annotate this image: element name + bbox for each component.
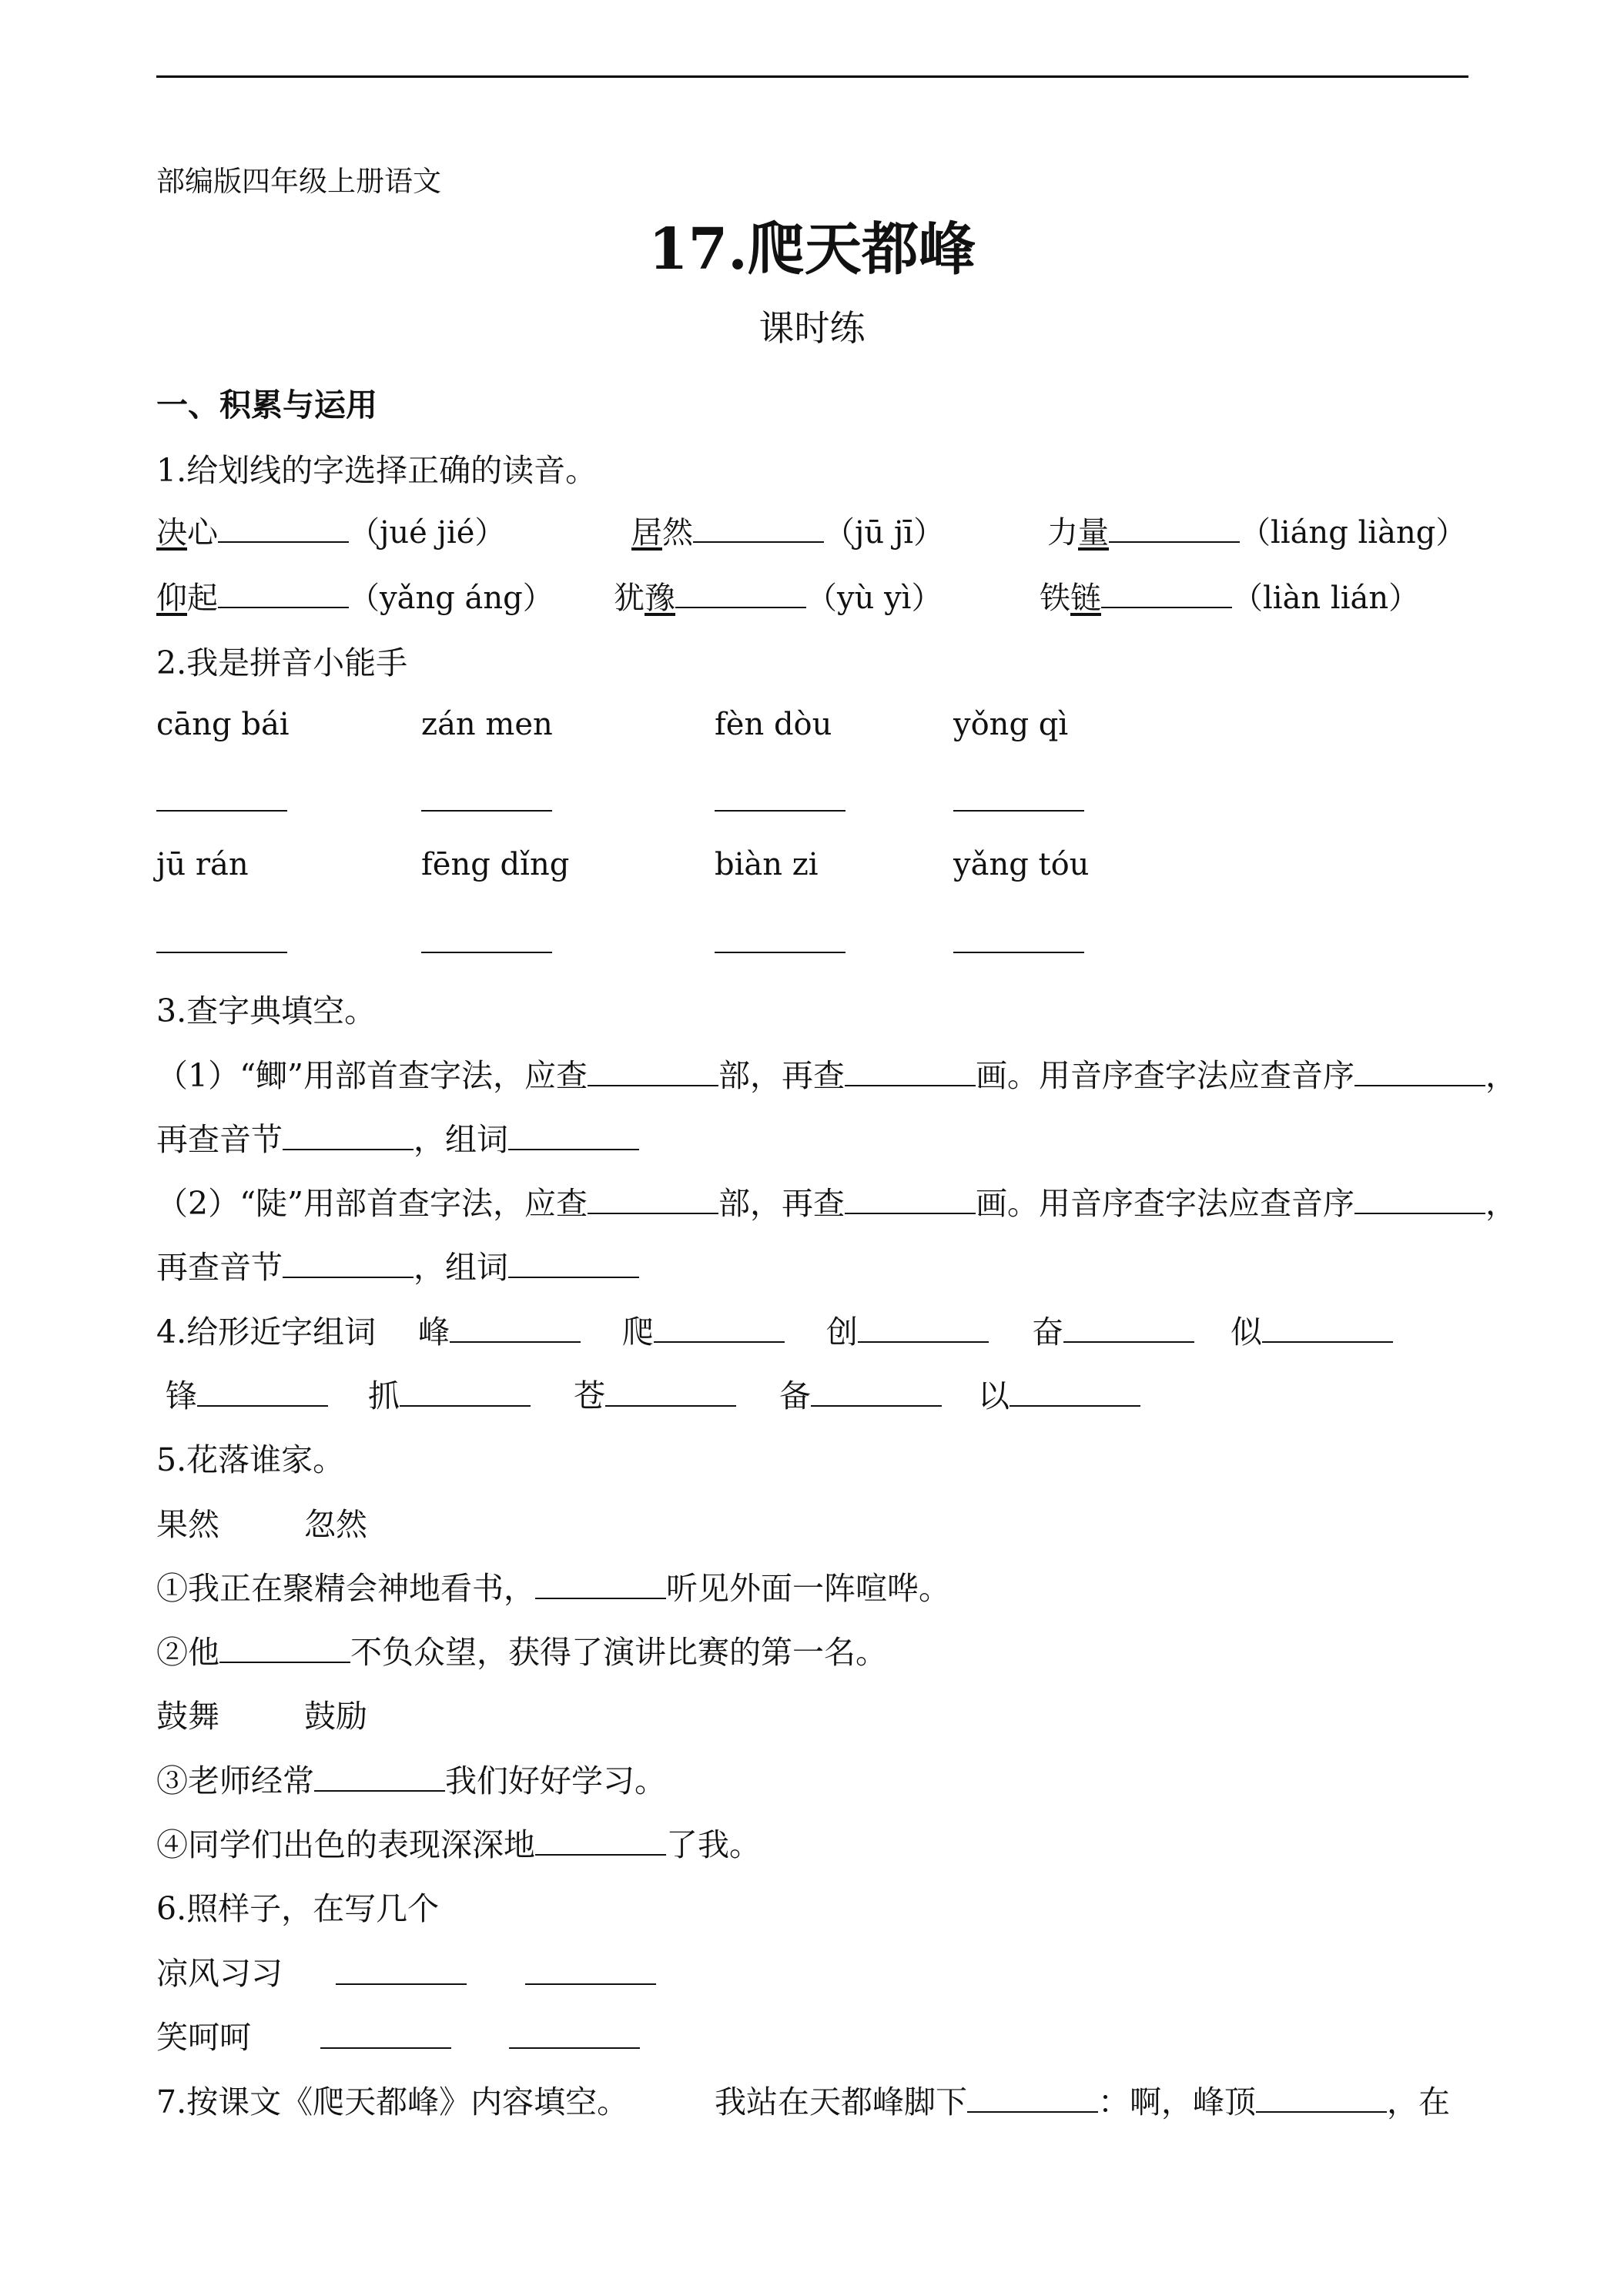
answer-blank[interactable] (450, 1315, 581, 1343)
answer-blank[interactable] (845, 1186, 976, 1214)
answer-blank[interactable] (219, 1635, 350, 1663)
q6-example: 凉风习习 (156, 1955, 283, 1992)
pinyin-item: zán men (421, 707, 553, 742)
answer-blank[interactable] (218, 515, 349, 543)
answer-blank[interactable] (953, 810, 1084, 812)
q5-sentence-3: ③老师经常 我们好好学习。 (156, 1762, 666, 1799)
answer-blank[interactable] (715, 810, 845, 812)
answer-blank[interactable] (421, 810, 552, 812)
q7-fill: 我站在天都峰脚下 ：啊，峰顶 ，在 (715, 2083, 1450, 2120)
answer-blank[interactable] (156, 810, 287, 812)
q3-part1: （1）“鲫”用部首查字法，应查 部，再查 画。用音序查字法应查音序 ， (156, 1057, 1518, 1094)
q7-prompt: 7.按课文《爬天都峰》内容填空。 (156, 2083, 629, 2120)
q4-word: 峰 (418, 1307, 581, 1352)
answer-blank[interactable] (508, 1123, 639, 1150)
q4-word: 锋 (166, 1371, 328, 1416)
answer-blank[interactable] (283, 1123, 414, 1150)
textbook-label: 部编版四年级上册语文 (156, 165, 441, 198)
answer-blank[interactable] (1354, 1186, 1485, 1214)
answer-blank[interactable] (1354, 1059, 1485, 1086)
answer-blank[interactable] (858, 1315, 989, 1343)
q3-part2-cont: 再查音节 ，组词 (156, 1242, 639, 1287)
pinyin-item: fēng dǐng (421, 847, 570, 882)
pinyin-item: biàn zi (715, 847, 819, 882)
q4-word: 奋 (1032, 1307, 1194, 1352)
q1-prompt: 1.给划线的字选择正确的读音。 (156, 452, 598, 489)
q6-prompt: 6.照样子，在写几个 (156, 1890, 440, 1927)
answer-blank[interactable] (1010, 1379, 1140, 1407)
q1-item: 力量 （liáng liàng） (1047, 515, 1467, 551)
q4-prompt: 4.给形近字组词 (156, 1314, 377, 1350)
q1-item: 犹豫 （yù yì） (614, 581, 943, 616)
answer-blank[interactable] (283, 1250, 414, 1278)
header-rule (156, 75, 1468, 78)
answer-blank[interactable] (535, 1828, 666, 1856)
answer-blank[interactable] (953, 952, 1084, 953)
answer-blank[interactable] (715, 952, 845, 953)
answer-blank[interactable] (509, 2047, 640, 2049)
answer-blank[interactable] (1256, 2085, 1387, 2113)
answer-blank[interactable] (400, 1379, 531, 1407)
q4-word: 似 (1231, 1307, 1393, 1352)
q4-word: 创 (826, 1307, 989, 1352)
q4-word: 抓 (368, 1371, 531, 1416)
q3-part1-cont: 再查音节 ，组词 (156, 1114, 639, 1160)
pinyin-item: fèn dòu (715, 707, 832, 742)
answer-blank[interactable] (675, 581, 806, 608)
answer-blank[interactable] (421, 952, 552, 953)
answer-blank[interactable] (525, 1983, 656, 1985)
pinyin-item: yǎng tóu (953, 847, 1090, 882)
q5-prompt: 5.花落谁家。 (156, 1441, 345, 1478)
answer-blank[interactable] (1262, 1315, 1393, 1343)
answer-blank[interactable] (156, 952, 287, 953)
answer-blank[interactable] (654, 1315, 785, 1343)
q3-prompt: 3.查字典填空。 (156, 992, 377, 1029)
answer-blank[interactable] (320, 2047, 451, 2049)
q1-item: 居然 （jū jī） (631, 515, 945, 551)
q5-sentence-4: ④同学们出色的表现深深地 了我。 (156, 1826, 761, 1863)
q4-word: 备 (779, 1371, 942, 1416)
word-choice: 忽然 (304, 1506, 367, 1543)
answer-blank[interactable] (588, 1059, 718, 1086)
answer-blank[interactable] (693, 515, 824, 543)
q5-sentence-2: ②他 不负众望，获得了演讲比赛的第一名。 (156, 1634, 887, 1671)
section-heading: 一、积累与运用 (156, 387, 377, 423)
answer-blank[interactable] (336, 1983, 467, 1985)
answer-blank[interactable] (588, 1186, 718, 1214)
answer-blank[interactable] (197, 1379, 328, 1407)
answer-blank[interactable] (1101, 581, 1232, 608)
q4-word: 苍 (574, 1371, 736, 1416)
answer-blank[interactable] (605, 1379, 736, 1407)
answer-blank[interactable] (314, 1764, 445, 1792)
answer-blank[interactable] (535, 1571, 666, 1599)
q1-item: 铁链 （liàn lián） (1040, 581, 1420, 616)
page-title: 17.爬天都峰 (648, 216, 976, 283)
pinyin-item: jū rán (156, 847, 249, 882)
q4-word: 爬 (622, 1307, 785, 1352)
pinyin-item: yǒng qì (953, 707, 1069, 742)
answer-blank[interactable] (845, 1059, 976, 1086)
q2-prompt: 2.我是拼音小能手 (156, 644, 408, 681)
word-choice: 鼓励 (304, 1698, 367, 1735)
answer-blank[interactable] (811, 1379, 942, 1407)
answer-blank[interactable] (967, 2085, 1098, 2113)
q3-part2: （2）“陡”用部首查字法，应查 部，再查 画。用音序查字法应查音序 ， (156, 1185, 1518, 1222)
page-subtitle: 课时练 (758, 307, 866, 349)
word-choice: 鼓舞 (156, 1698, 219, 1735)
word-choice: 果然 (156, 1506, 219, 1543)
answer-blank[interactable] (1063, 1315, 1194, 1343)
answer-blank[interactable] (218, 581, 349, 608)
q6-example: 笑呵呵 (156, 2019, 251, 2056)
q1-item: 决心 （jué jié） (156, 515, 506, 551)
answer-blank[interactable] (1109, 515, 1240, 543)
q5-sentence-1: ①我正在聚精会神地看书， 听见外面一阵喧哗。 (156, 1570, 950, 1607)
q4-word: 以 (978, 1371, 1140, 1416)
answer-blank[interactable] (508, 1250, 639, 1278)
pinyin-item: cāng bái (156, 707, 290, 742)
q1-item: 仰起 （yǎng áng） (156, 581, 554, 616)
